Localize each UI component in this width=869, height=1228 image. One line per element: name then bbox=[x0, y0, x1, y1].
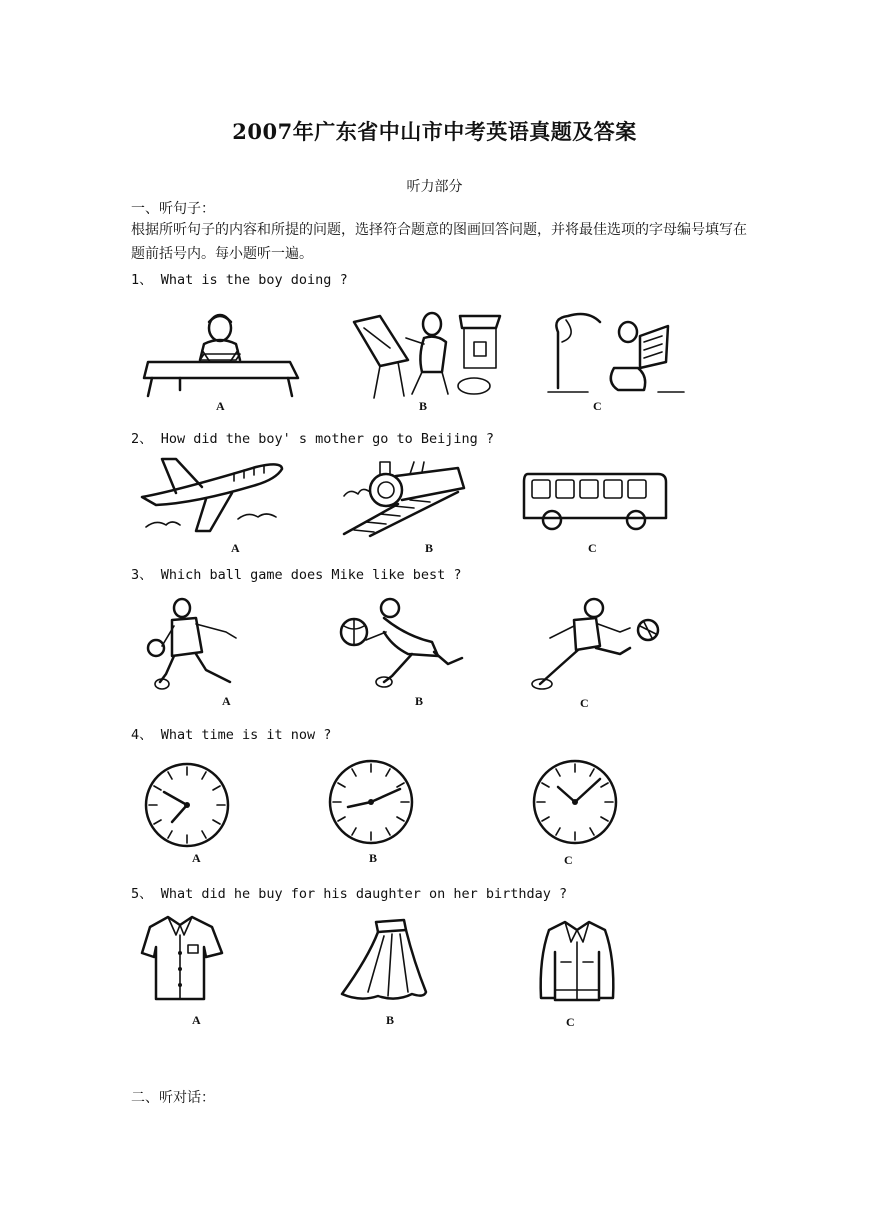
bus-icon bbox=[520, 468, 672, 532]
section2-heading: 二、听对话： bbox=[131, 1090, 215, 1106]
question-4: 4、 What time is it now ? bbox=[131, 727, 332, 743]
q3-option-a[interactable] bbox=[140, 596, 244, 692]
q5-label-c: C bbox=[566, 1015, 575, 1029]
q3-label-c: C bbox=[580, 696, 589, 710]
jacket-icon bbox=[535, 918, 621, 1004]
page-title: 2007年广东省中山市中考英语真题及答案 bbox=[232, 119, 637, 144]
section1-instruction: 根据所听句子的内容和所提的问题，选择符合题意的图画回答问题，并将最佳选项的字母编号填写在题前括号内。每小题听一遍。 bbox=[131, 222, 747, 262]
q4-label-b: B bbox=[369, 851, 378, 865]
q2-label-a: A bbox=[231, 541, 240, 555]
volleyball-player-icon bbox=[336, 596, 470, 688]
question-3: 3、 Which ball game does Mike like best ? bbox=[131, 567, 462, 583]
q3-option-b[interactable] bbox=[336, 596, 470, 688]
q3-label-b: B bbox=[415, 694, 424, 708]
q1-option-a[interactable] bbox=[140, 300, 300, 400]
question-1: 1、 What is the boy doing ? bbox=[131, 272, 348, 288]
clock-icon bbox=[530, 757, 620, 847]
q5-option-a[interactable] bbox=[140, 913, 224, 1003]
q4-option-b[interactable] bbox=[326, 757, 416, 847]
q2-option-c[interactable] bbox=[520, 468, 672, 532]
q1-option-c[interactable] bbox=[548, 312, 688, 396]
boy-drawing-picture-icon bbox=[350, 308, 505, 400]
q4-label-c: C bbox=[564, 853, 573, 867]
q1-option-b[interactable] bbox=[350, 308, 505, 400]
boy-reading-newspaper-icon bbox=[548, 312, 688, 396]
clock-icon bbox=[142, 760, 232, 850]
q1-label-c: C bbox=[593, 399, 602, 413]
q1-label-b: B bbox=[419, 399, 428, 413]
q5-option-c[interactable] bbox=[535, 918, 621, 1004]
q2-option-a[interactable] bbox=[136, 455, 288, 535]
train-icon bbox=[340, 458, 470, 536]
section-subtitle: 听力部分 bbox=[406, 179, 463, 195]
q4-option-c[interactable] bbox=[530, 757, 620, 847]
q4-label-a: A bbox=[192, 851, 201, 865]
boy-writing-at-desk-icon bbox=[140, 300, 300, 400]
question-2: 2、 How did the boy' s mother go to Beijing ? bbox=[131, 431, 494, 447]
skirt-icon bbox=[338, 918, 428, 1002]
q5-label-b: B bbox=[386, 1013, 395, 1027]
basketball-player-icon bbox=[140, 596, 244, 692]
airplane-icon bbox=[136, 455, 288, 535]
q5-label-a: A bbox=[192, 1013, 201, 1027]
q5-option-b[interactable] bbox=[338, 918, 428, 1002]
shirt-icon bbox=[140, 913, 224, 1003]
question-5: 5、 What did he buy for his daughter on her birthday ? bbox=[131, 886, 568, 902]
q4-option-a[interactable] bbox=[142, 760, 232, 850]
q2-label-c: C bbox=[588, 541, 597, 555]
section1-heading: 一、听句子： bbox=[131, 201, 215, 217]
q2-label-b: B bbox=[425, 541, 434, 555]
q2-option-b[interactable] bbox=[340, 458, 470, 536]
q1-label-a: A bbox=[216, 399, 225, 413]
q3-label-a: A bbox=[222, 694, 231, 708]
q3-option-c[interactable] bbox=[530, 598, 664, 690]
clock-icon bbox=[326, 757, 416, 847]
football-player-icon bbox=[530, 598, 664, 690]
